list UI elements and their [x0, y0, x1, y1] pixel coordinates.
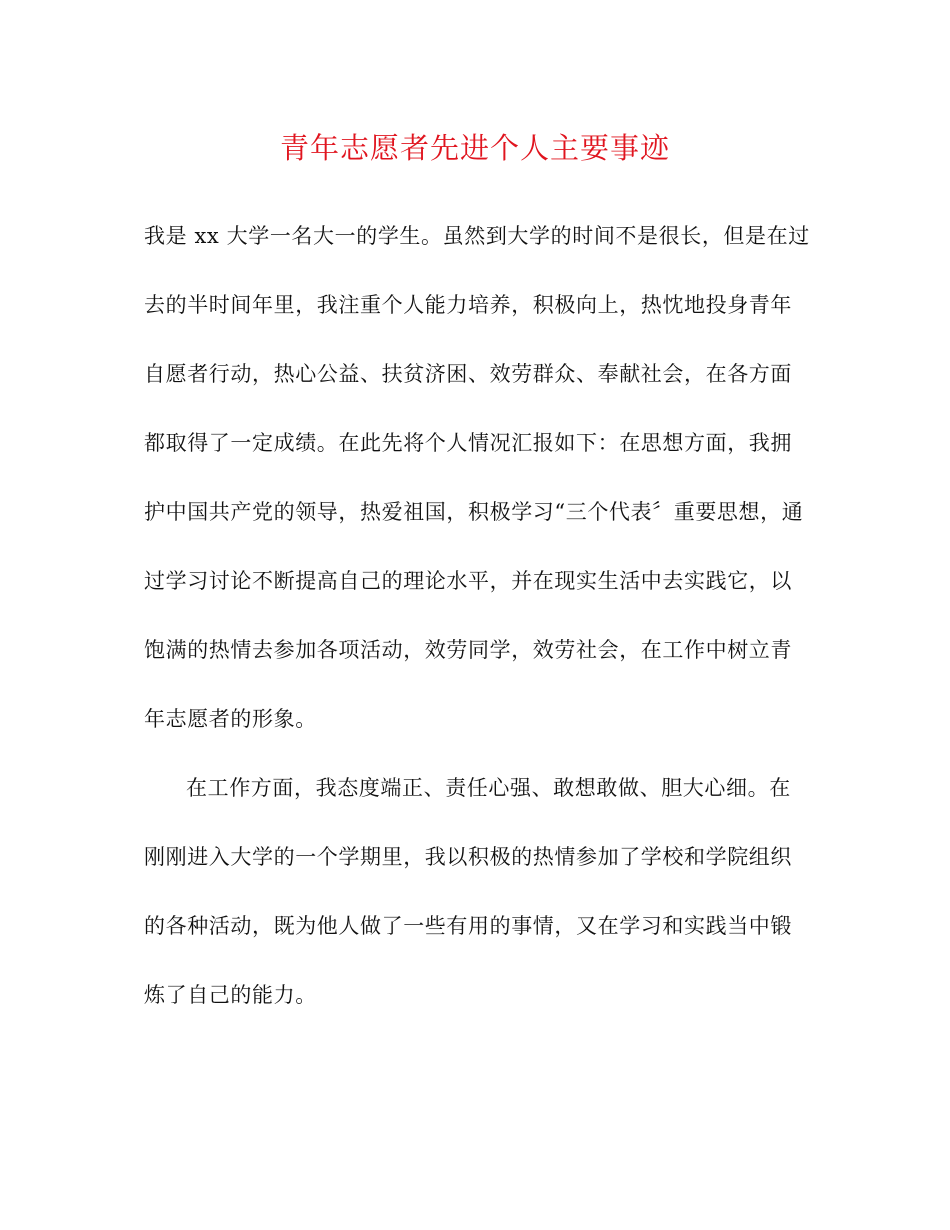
- document-title: 青年志愿者先进个人主要事迹: [279, 131, 670, 165]
- paragraph-1-line-1: 我是 xx 大学一名大一的学生。虽然到大学的时间不是很长，但是在过: [144, 224, 810, 248]
- paragraph-1-line-8: 年志愿者的形象。: [144, 707, 317, 731]
- paragraph-1-line-2: 去的半时间年里，我注重个人能力培养，积极向上，热忱地投身青年: [144, 293, 792, 317]
- paragraph-1-line-7: 饱满的热情去参加各项活动，效劳同学，效劳社会，在工作中树立青: [144, 638, 792, 662]
- paragraph-1-line-6: 过学习讨论不断提高自己的理论水平，并在现实生活中去实践它，以: [144, 569, 792, 593]
- paragraph-2-line-4: 炼了自己的能力。: [144, 983, 317, 1007]
- paragraph-2-line-2: 刚刚进入大学的一个学期里，我以积极的热情参加了学校和学院组织: [144, 845, 792, 869]
- paragraph-1-line-3: 自愿者行动，热心公益、扶贫济困、效劳群众、奉献社会，在各方面: [144, 362, 792, 386]
- paragraph-1-line-5: 护中国共产党的领导，热爱祖国，积极学习“三个代表〞重要思想，通: [144, 500, 804, 524]
- paragraph-2-line-1: 在工作方面，我态度端正、责任心强、敢想敢做、胆大心细。在: [186, 776, 791, 800]
- paragraph-2-line-3: 的各种活动，既为他人做了一些有用的事情，又在学习和实践当中锻: [144, 914, 792, 938]
- paragraph-1-line-4: 都取得了一定成绩。在此先将个人情况汇报如下：在思想方面，我拥: [144, 431, 792, 455]
